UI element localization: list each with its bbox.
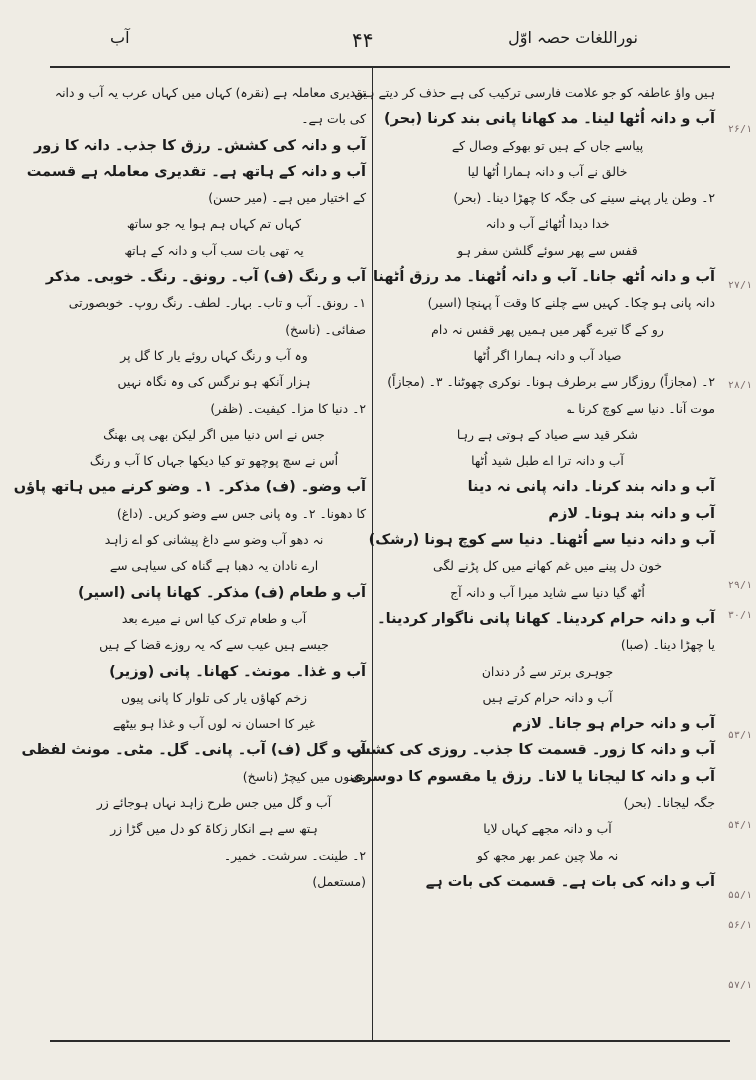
margin-note: ۲۷/۱ xyxy=(727,280,752,291)
text-line: کا دھونا۔ ۲۔ وہ پانی جس سے وضو کریں۔ (داغ) xyxy=(116,505,366,521)
margin-note: ۵۵/۱ xyxy=(727,890,752,901)
text-line: ہیں واؤ عاطفہ کو جو علامت فارسی ترکیب کی ہے حذف کر دیتے ہیں xyxy=(354,85,715,100)
entry-headword-line: آب و گل (ف) آب۔ پانی۔ گل۔ مٹی۔ مونث لفظی xyxy=(21,742,366,759)
verse-line: خون دل پینے میں غم کھانے میں کل پڑنے لگی xyxy=(433,558,662,574)
verse-line: قفس سے پھر سوئے گلشن سفر ہو xyxy=(457,242,638,258)
verse-line: آب و دانہ ترا اے طبل شید اُٹھا xyxy=(471,453,624,469)
entry-headword-line: آب و دانہ کی کشش۔ رزق کا جذب۔ دانہ کا زور xyxy=(33,137,366,154)
page-number: ۴۴ xyxy=(352,28,374,52)
verse-line: نہ ملا چین عمر بھر مجھ کو xyxy=(476,847,619,863)
verse-line: جس نے اس دنیا میں اگر لیکن بھی پی بھنگ xyxy=(103,426,325,442)
verse-line: آب و گل میں جس طرح زاہد نہاں ہوجائے زر xyxy=(96,795,332,811)
verse-line: خدا دیدا اُٹھائے آب و دانہ xyxy=(485,216,610,232)
verse-line: یہ تھی بات سب آب و دانہ کے ہاتھ xyxy=(124,242,304,258)
verse-line: شکر قید سے صیاد کے ہوتی ہے رہا xyxy=(456,426,639,442)
margin-note: ۵۶/۱ xyxy=(727,920,752,931)
entry-headword-line: آب و دانہ بند کرنا۔ دانہ پانی نہ دینا xyxy=(467,479,715,496)
entry-headword-line: آب و دانہ اُٹھا لینا۔ مد کھانا پانی بند کرنا (بحر) xyxy=(384,111,715,128)
margin-note: ۳۰/۱ xyxy=(727,610,752,621)
verse-line: آب و دانہ مجھے کہاں لایا xyxy=(483,821,612,837)
right-column xyxy=(350,80,715,895)
entry-headword-line: آب و دانہ کا زور۔ قسمت کا جذب۔ روزی کی کشش xyxy=(350,742,715,759)
header-section-word: آب xyxy=(110,28,130,47)
margin-note: ۵۴/۱ xyxy=(727,820,752,831)
text-line: ۲۔ طینت۔ سرشت۔ خمیر۔ xyxy=(223,847,366,863)
entry-headword-line: آب و دانہ اُٹھ جانا۔ آب و دانہ اُٹھنا۔ مد رزق اُٹھنا xyxy=(372,269,715,286)
verse-line: اُٹھ گیا دنیا سے شاید میرا آب و دانہ آج xyxy=(450,584,645,600)
verse-line: زخم کھاؤں یار کی تلوار کا پانی پیوں xyxy=(120,689,308,705)
text-line: کی بات ہے۔ xyxy=(301,111,366,127)
entry-headword-line: آب و دانہ دنیا سے اُٹھنا۔ دنیا سے کوچ ہونا (رشک) xyxy=(368,532,715,549)
entry-headword-line: آب و رنگ (ف) آب۔ رونق۔ رنگ۔ خوبی۔ مذکر xyxy=(45,269,366,286)
left-column xyxy=(13,80,366,895)
verse-line: ہتھ سے ہے انکار زکاۃ کو دل میں گڑا زر xyxy=(110,821,318,837)
text-line: ۲۔ وطن یار پہنے سینے کی جگہ کا چھڑا دینا۔ (بحر) xyxy=(453,190,715,206)
text-line: معنوں میں کیچڑ (ناسخ) xyxy=(242,768,366,784)
text-line: تقدیری معاملہ ہے (نقرہ) کہاں میں کہاں عرب یہ آب و دانہ xyxy=(54,85,366,100)
entry-headword-line: آب وضو۔ (ف) مذکر۔ ۱۔ وضو کرنے میں ہاتھ پاؤں xyxy=(13,479,366,496)
margin-note: ۲۹/۱ xyxy=(727,580,752,591)
text-line: ۲۔ (مجازاً) روزگار سے برطرف ہونا۔ نوکری چھوٹنا۔ ۳۔ (مجازاً) xyxy=(387,374,715,390)
column-divider xyxy=(372,68,373,1040)
entry-headword-line: آب و دانہ بند ہونا۔ لازم xyxy=(548,505,715,522)
text-line: (مستعمل) xyxy=(312,873,366,889)
verse-line: غیر کا احسان نہ لوں آب و غذا ہو بیٹھے xyxy=(112,716,316,732)
text-line: موت آنا۔ دنیا سے کوچ کرنا ؎ xyxy=(567,400,715,416)
verse-line: آب و دانہ حرام کرتے ہیں xyxy=(482,689,613,705)
entry-headword-line: آب و دانہ کا لیجانا یا لانا۔ رزق یا مقسوم کا دوسری xyxy=(350,768,715,785)
text-line: جگہ لیجانا۔ (بحر) xyxy=(623,795,715,811)
entry-headword-line: آب و دانہ کے ہاتھ ہے۔ تقدیری معاملہ ہے قسمت xyxy=(26,163,366,180)
text-line: یا چھڑا دینا۔ (صبا) xyxy=(620,637,715,653)
text-line: صفائی۔ (ناسخ) xyxy=(285,321,366,337)
bottom-rule xyxy=(50,1040,730,1042)
entry-headword-line: آب و دانہ کی بات ہے۔ قسمت کی بات ہے xyxy=(425,873,715,890)
verse-line: صیاد آب و دانہ ہمارا اگر اُٹھا xyxy=(473,347,622,363)
text-line: دانہ پانی ہو چکا۔ کہیں سے چلنے کا وقت آ پہنچا (اسیر) xyxy=(427,295,715,311)
verse-line: جوہری برتر سے دُر دندان xyxy=(481,663,614,679)
verse-line: اُس نے سچ پوچھو تو کیا دیکھا جہاں کا آب و رنگ xyxy=(89,453,339,469)
text-line: ۲۔ دنیا کا مزا۔ کیفیت۔ (ظفر) xyxy=(210,400,366,416)
margin-note: ۲۶/۱ xyxy=(727,124,752,135)
margin-note: ۵۷/۱ xyxy=(727,980,752,991)
verse-line: کہاں تم کہاں ہم ہوا یہ جو ساتھ xyxy=(126,216,302,232)
verse-line: وہ آب و رنگ کہاں روئے یار کا گل پر xyxy=(120,347,308,363)
verse-line: ارے نادان یہ دھبا ہے گناہ کی سیاہی سے xyxy=(109,558,319,574)
margin-note: ۲۸/۱ xyxy=(727,380,752,391)
entry-headword-line: آب و طعام (ف) مذکر۔ کھانا پانی (اسیر) xyxy=(78,584,366,601)
margin-note: ۵۳/۱ xyxy=(727,730,752,741)
text-line: ۱۔ رونق۔ آب و تاب۔ بہار۔ لطف۔ رنگ روپ۔ خوبصورتی xyxy=(68,295,366,311)
verse-line: پیاسے جاں کے ہیں تو بھوکے وصال کے xyxy=(451,137,644,153)
top-rule xyxy=(50,66,730,68)
entry-headword-line: آب و غذا۔ مونث۔ کھانا۔ پانی (وزیر) xyxy=(109,663,366,680)
verse-line: جیسے ہیں عیب سے کہ یہ روزے قضا کے ہیں xyxy=(99,637,329,653)
entry-headword-line: آب و دانہ حرام ہو جانا۔ لازم xyxy=(512,716,715,733)
verse-line: رو کے گا تیرے گھر میں ہمیں پھر قفس نہ دام xyxy=(431,321,664,337)
verse-line: آب و طعام ترک کیا اس نے میرے بعد xyxy=(121,610,307,626)
verse-line: ہزار آنکھ ہو نرگس کی وہ نگاہ نہیں xyxy=(117,374,311,390)
verse-line: نہ دھو آب وضو سے داغ پیشانی کو اے زاہد xyxy=(104,532,324,548)
verse-line: خالق نے آب و دانہ ہمارا اُٹھا لیا xyxy=(467,163,628,179)
entry-headword-line: آب و دانہ حرام کردینا۔ کھانا پانی ناگوار کردینا۔ xyxy=(377,610,715,627)
header-book-title: نوراللغات حصہ اوّل xyxy=(508,28,638,47)
text-line: کے اختیار میں ہے۔ (میر حسن) xyxy=(208,190,366,206)
